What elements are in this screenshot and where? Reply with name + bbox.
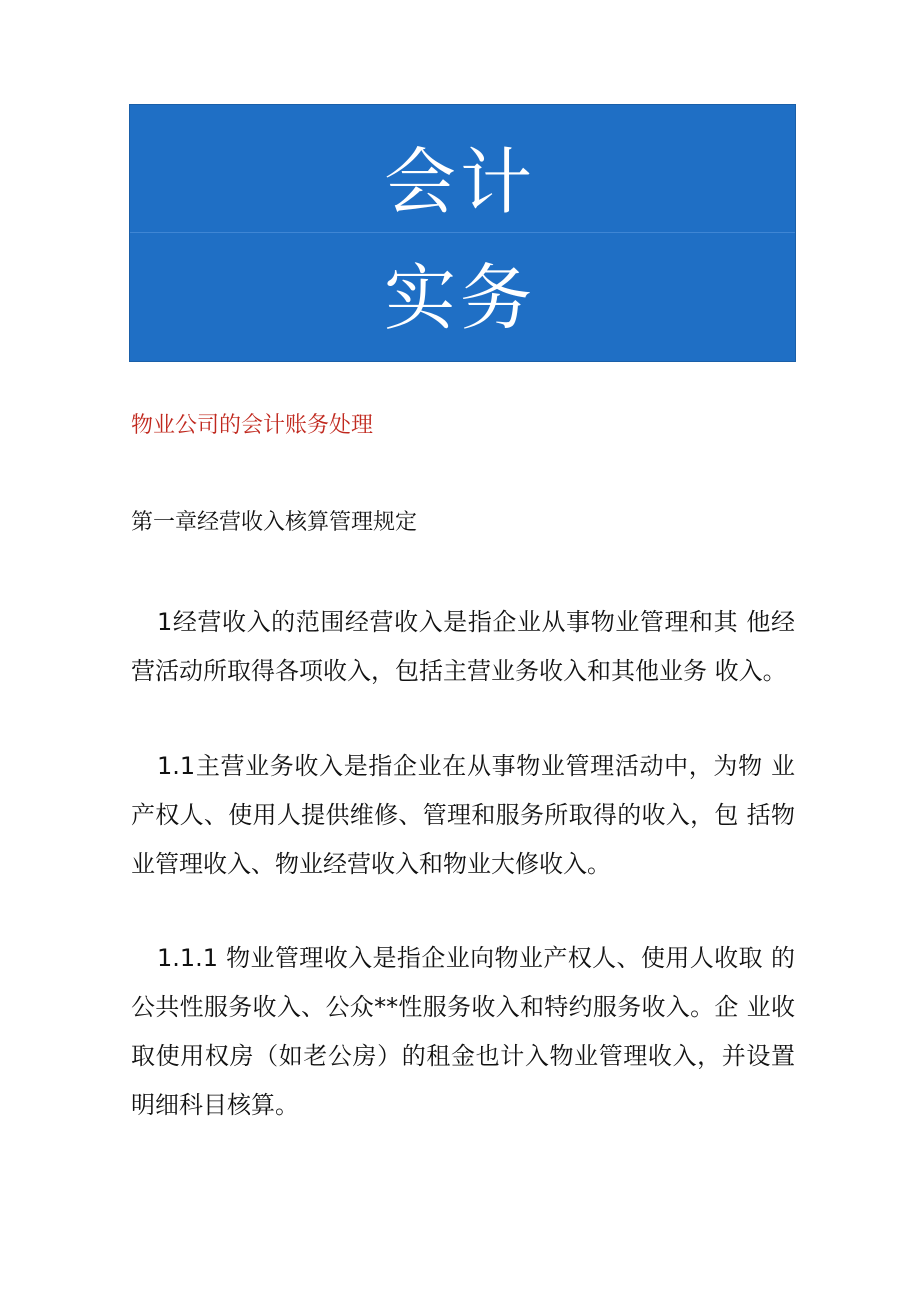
- banner-title-line-2: 实务: [383, 256, 536, 340]
- banner-title-line-1: 会计: [383, 140, 536, 224]
- paragraph-1: 1经营收入的范围经营收入是指企业从事物业管理和其 他经营活动所取得各项收入，包括主营业务收入和其他业务 收入。: [131, 608, 795, 685]
- banner-divider: [130, 232, 795, 233]
- document-subtitle: 物业公司的会计账务处理: [131, 413, 374, 438]
- paragraph-2: 1.1主营业务收入是指企业在从事物业管理活动中，为物 业产权人、使用人提供维修、管理和服务所取得的收入，包 括物业管理收入、物业经营收入和物业大修收入。: [131, 752, 795, 878]
- chapter-title: 第一章经营收入核算管理规定: [131, 510, 418, 535]
- paragraph-3: 1.1.1 物业管理收入是指企业向物业产权人、使用人收取 的公共性服务收入、公众**性服务收入和特约服务收入。企 业收取使用权房（如老公房）的租金也计入物业管理收入，并设置明细科目核算。: [131, 944, 795, 1119]
